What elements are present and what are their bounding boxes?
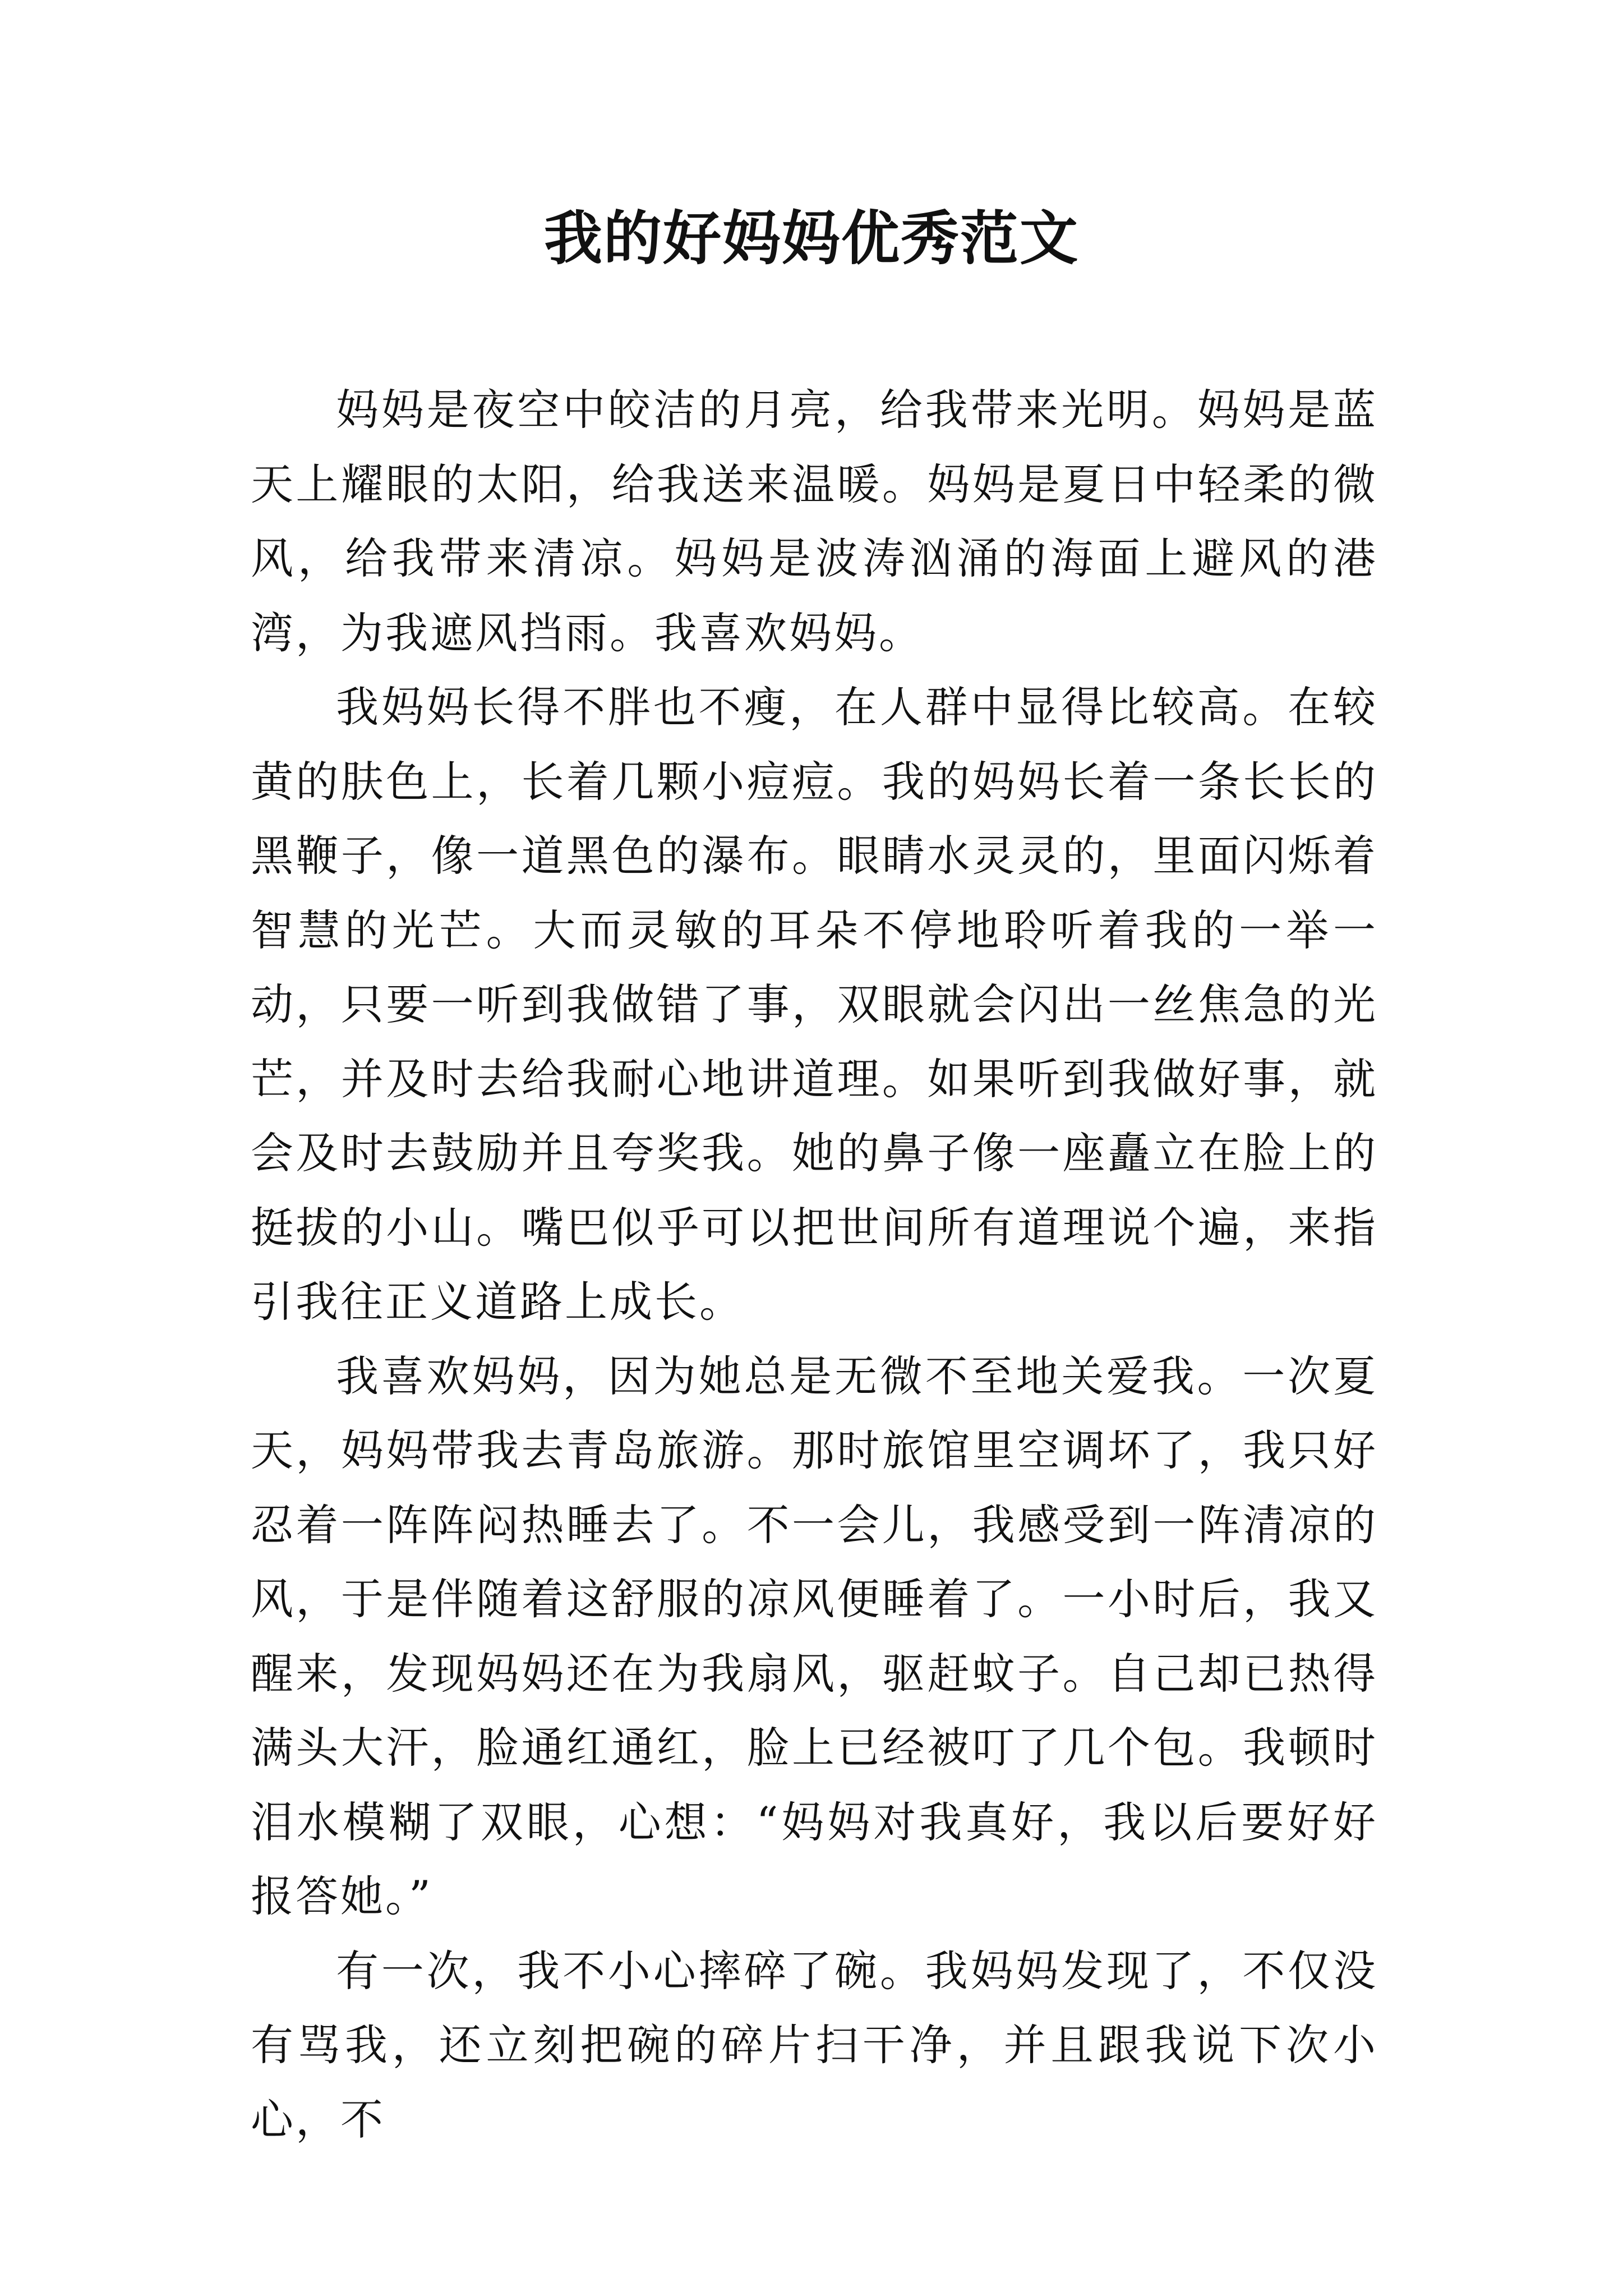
document-body: [251, 373, 1378, 2157]
paragraph-3: 我喜欢妈妈，因为她总是无微不至地关爱我。一次夏天，妈妈带我去青岛旅游。那时旅馆里空调坏了，我只好忍着一阵阵闷热睡去了。不一会儿，我感受到一阵清凉的风，于是伴随着这舒服的凉风便睡着了。一小时后，我又醒来，发现妈妈还在为我扇风，驱赶蚊子。自己却已热得满头大汗，脸通红通红，脸上已经被叮了几个包。我顿时泪水模糊了双眼，心想：“妈妈对我真好，我以后要好好报答她。”: [251, 1351, 1378, 1921]
paragraph-4: 有一次，我不小心摔碎了碗。我妈妈发现了，不仅没有骂我，还立刻把碗的碎片扫干净，并且跟我说下次小心，不: [251, 1945, 1378, 2145]
paragraph-2: 我妈妈长得不胖也不瘦，在人群中显得比较高。在较黄的肤色上，长着几颗小痘痘。我的妈妈长着一条长长的黑鞭子，像一道黑色的瀑布。眼睛水灵灵的，里面闪烁着智慧的光芒。大而灵敏的耳朵不停地聆听着我的一举一动，只要一听到我做错了事，双眼就会闪出一丝焦急的光芒，并及时去给我耐心地讲道理。如果听到我做好事，就会及时去鼓励并且夸奖我。她的鼻子像一座矗立在脸上的挺拔的小山。嘴巴似乎可以把世间所有道理说个遍，来指引我往正义道路上成长。: [251, 682, 1378, 1327]
paragraph-1: 妈妈是夜空中皎洁的月亮，给我带来光明。妈妈是蓝天上耀眼的太阳，给我送来温暖。妈妈是夏日中轻柔的微风，给我带来清凉。妈妈是波涛汹涌的海面上避风的港湾，为我遮风挡雨。我喜欢妈妈。: [251, 385, 1378, 658]
document-title: 我的好妈妈优秀范文: [543, 204, 1079, 273]
